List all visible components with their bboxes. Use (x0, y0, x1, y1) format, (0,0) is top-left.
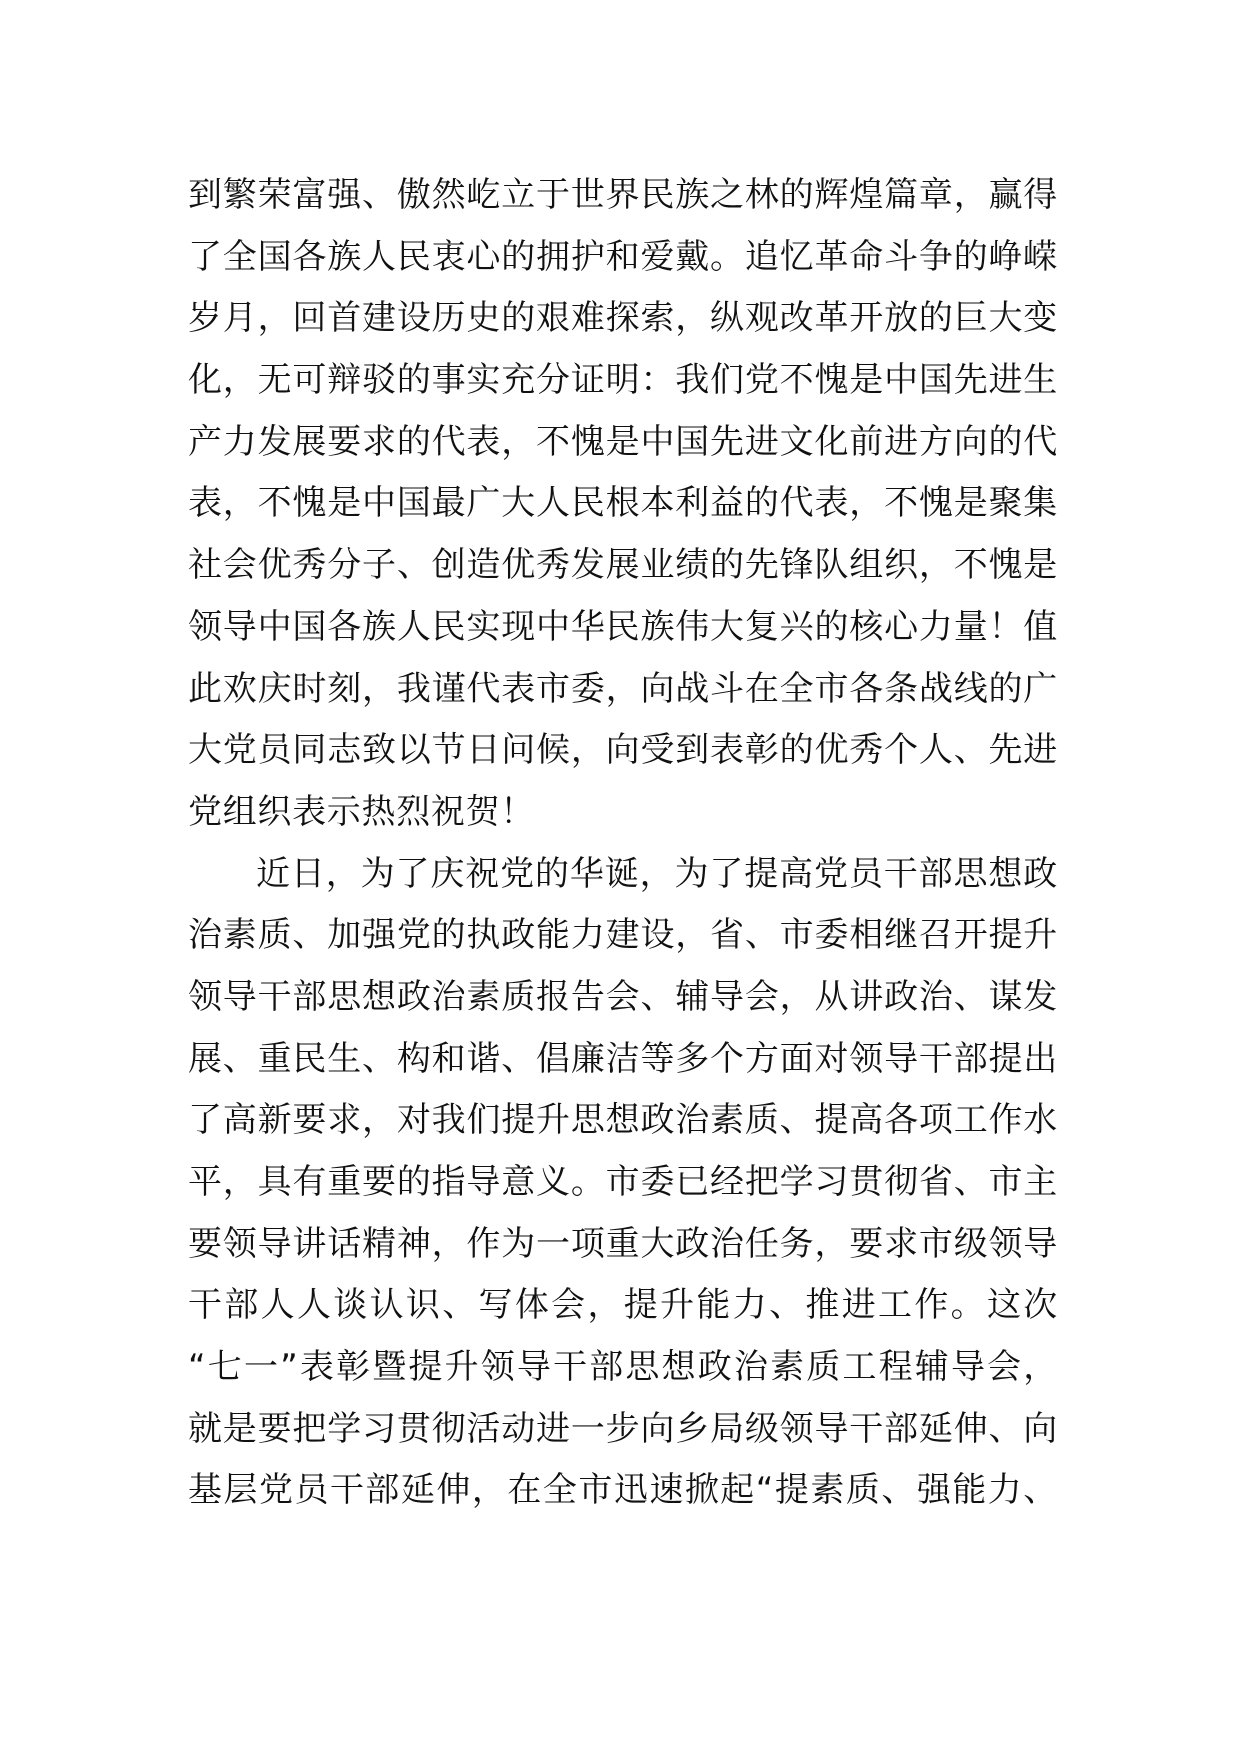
text-line: 化，无可辩驳的事实充分证明：我们党不愧是中国先进生 (188, 360, 1058, 401)
text-line: 此欢庆时刻，我谨代表市委，向战斗在全市各条战线的广 (188, 668, 1058, 709)
text-line: “七一”表彰暨提升领导干部思想政治素质工程辅导会， (188, 1347, 1058, 1388)
text-line: 领导中国各族人民实现中华民族伟大复兴的核心力量！值 (188, 606, 1058, 647)
text-line: 大党员同志致以节日问候，向受到表彰的优秀个人、先进 (188, 730, 1058, 771)
text-line: 到繁荣富强、傲然屹立于世界民族之林的辉煌篇章，赢得 (188, 175, 1058, 215)
text-line: 了高新要求，对我们提升思想政治素质、提高各项工作水 (188, 1100, 1058, 1141)
text-line: 产力发展要求的代表，不愧是中国先进文化前进方向的代 (188, 421, 1058, 462)
text-line: 治素质、加强党的执政能力建设，省、市委相继召开提升 (188, 915, 1058, 956)
text-line: 要领导讲话精神，作为一项重大政治任务，要求市级领导 (188, 1223, 1058, 1264)
text-line: 领导干部思想政治素质报告会、辅导会，从讲政治、谋发 (188, 976, 1058, 1017)
text-line: 就是要把学习贯彻活动进一步向乡局级领导干部延伸、向 (188, 1408, 1058, 1449)
paragraph-start-line: 近日，为了庆祝党的华诞，为了提高党员干部思想政 (256, 853, 1058, 894)
text-line: 干部人人谈认识、写体会，提升能力、推进工作。这次 (188, 1285, 1058, 1326)
body-text (188, 165, 1058, 1522)
text-line: 社会优秀分子、创造优秀发展业绩的先锋队组织，不愧是 (188, 545, 1058, 586)
text-line: 基层党员干部延伸，在全市迅速掀起“提素质、强能力、 (188, 1470, 1058, 1511)
text-line: 了全国各族人民衷心的拥护和爱戴。追忆革命斗争的峥嵘 (188, 236, 1058, 277)
text-line: 表，不愧是中国最广大人民根本利益的代表，不愧是聚集 (188, 483, 1058, 524)
text-line: 党组织表示热烈祝贺！ (188, 791, 535, 832)
text-line: 岁月，回首建设历史的艰难探索，纵观改革开放的巨大变 (188, 298, 1058, 339)
text-line: 平，具有重要的指导意义。市委已经把学习贯彻省、市主 (188, 1162, 1058, 1202)
text-line: 展、重民生、构和谐、倡廉洁等多个方面对领导干部提出 (188, 1038, 1058, 1079)
